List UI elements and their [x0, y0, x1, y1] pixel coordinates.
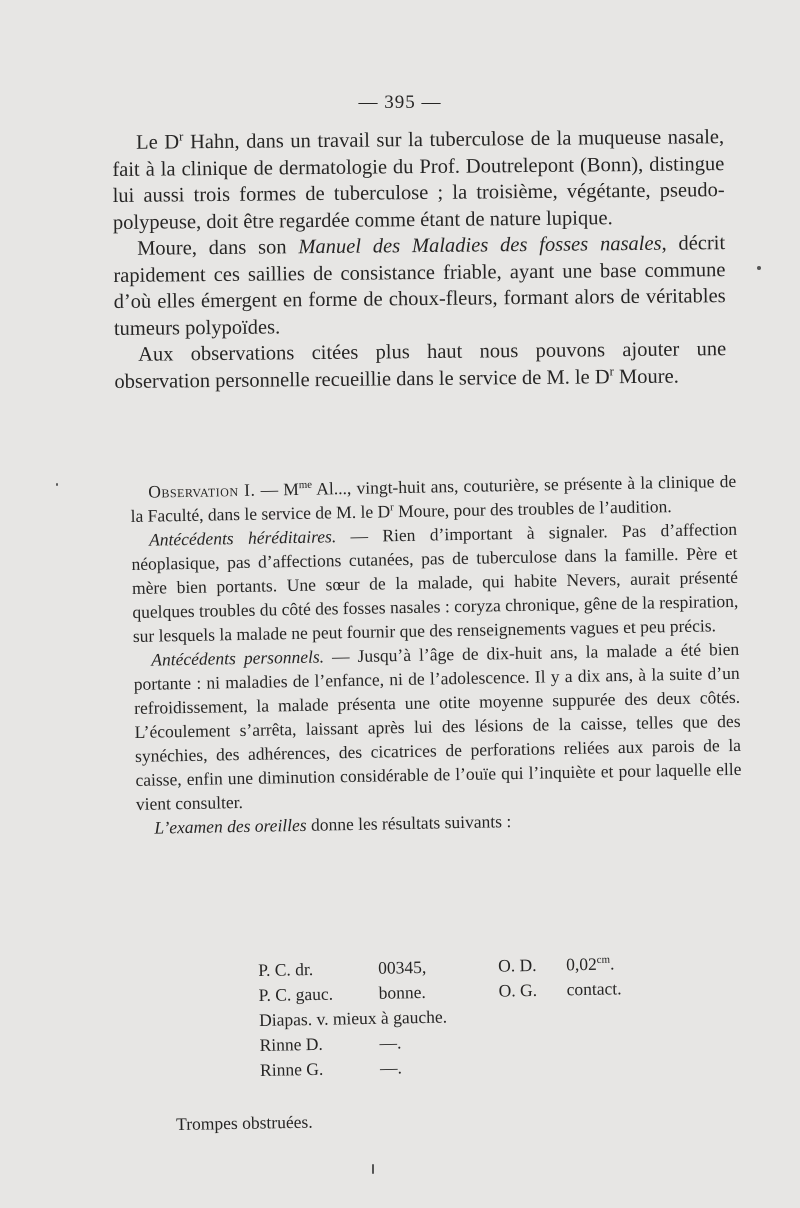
text-run: — Jusqu’à l’âge de dix-huit ans, la malade a été bien portante : ni maladies de l’enfance, ni de l’adolescence. Il y a dix ans, à la suite d’un refroidissement, la malade présenta une otite moyenne suppurée des deux côtés. L’écoulement s’arrêta, laissant après lui des lésions de la caisse, telles que des synéchies, des adhérences, des cicatrices de perforations reliées aux parois de la caisse, enfin une diminution considérable de l’ouïe qui l’inquiète et pour laquelle elle vient consulter. — [133, 638, 742, 814]
text-run: Le D — [136, 131, 180, 154]
result-value-2 — [566, 950, 676, 977]
result-value: 00345, — [378, 956, 427, 978]
observation-heading: Observation I. — [148, 479, 256, 502]
text-run: Al..., vingt-huit ans, couturière, se présente à la clinique de la Faculté, dans le service de M. le D — [130, 470, 737, 526]
text-run: — Rien d’important à signaler. Pas d’affection néoplasique, pas d’affections cutanées, pas de tuberculose dans la famille. Père et mère bien portants. Une sœur de la malade, qui habite Nevers, aurait présenté quelques troubles du côté des fosses nasales : coryza chronique, gêne de la respiration, sur lesquels la malade ne peut fournir que des renseignements vagues et peu précis. — [131, 518, 739, 646]
page-number: — 395 — — [358, 92, 442, 113]
italic-text: Manuel des Maladies des fosses nasales — [298, 232, 662, 259]
result-label: Diapas. v. mieux à gauche. — [258, 1006, 448, 1030]
result-value: bonne. — [378, 981, 426, 1003]
scan-speck — [56, 483, 58, 486]
ear-exam-results — [258, 950, 680, 1083]
main-text-block — [112, 124, 727, 395]
observation-paragraph — [133, 637, 742, 816]
text-run: Moure. — [613, 365, 679, 388]
main-paragraph — [112, 124, 725, 236]
superscript: r — [609, 363, 614, 378]
result-value-2-main: contact. — [566, 978, 622, 1000]
result-label: Rinne G. — [259, 1058, 324, 1080]
text-run: Hahn, dans un travail sur la tuberculose de la muqueuse nasale, fait à la clinique de dermatologie du Prof. Doutrelepont (Bonn), distingue lui aussi trois formes de tuberculose ; la troisième, végétante, pseudo-polypeuse, doit être regardée comme étant de nature lupique. — [112, 126, 725, 234]
result-value: —. — [379, 1032, 402, 1053]
italic-text: L’examen des oreilles — [154, 814, 307, 838]
result-label-2: O. D. — [497, 954, 537, 976]
text-run: , décrit rapidement ces saillies de consistance friable, ayant une base commune d’où elles émergent en forme de choux-fleurs, formant alors de véritables tumeurs polypoïdes. — [113, 232, 726, 340]
superscript: r — [179, 129, 184, 144]
observation-block — [130, 469, 742, 840]
superscript: me — [298, 478, 313, 492]
superscript: r — [389, 501, 394, 514]
unit-superscript: cm — [596, 953, 611, 966]
text-run: — M — [255, 478, 300, 500]
result-label-2: O. G. — [498, 979, 538, 1001]
result-label: Rinne D. — [259, 1033, 323, 1055]
text-run: donne les résultats suivants : — [306, 811, 512, 835]
text-run: Moure, dans son — [137, 236, 299, 260]
result-label: P. C. gauc. — [258, 983, 334, 1005]
main-paragraph — [113, 230, 726, 342]
result-value-2 — [566, 975, 676, 1002]
result-value: —. — [379, 1057, 403, 1078]
main-paragraph — [114, 336, 726, 395]
italic-text: Antécédents héréditaires. — [148, 526, 337, 550]
observation-paragraph — [131, 517, 739, 648]
text-run: Aux observations citées plus haut nous pouvons ajouter une observation personnelle recueillie dans le service de M. le D — [114, 338, 727, 393]
scan-speck — [372, 1164, 374, 1174]
text-run: Moure, pour des troubles de l’audition. — [393, 496, 672, 522]
trompes-line: Trompes obstruées. — [176, 1111, 313, 1134]
scan-speck — [757, 266, 761, 270]
result-value-2-main: 0,02 — [565, 953, 597, 975]
result-label: P. C. dr. — [258, 958, 314, 980]
result-value-2-tail: . — [609, 953, 615, 974]
italic-text: Antécédents personnels. — [151, 646, 325, 670]
